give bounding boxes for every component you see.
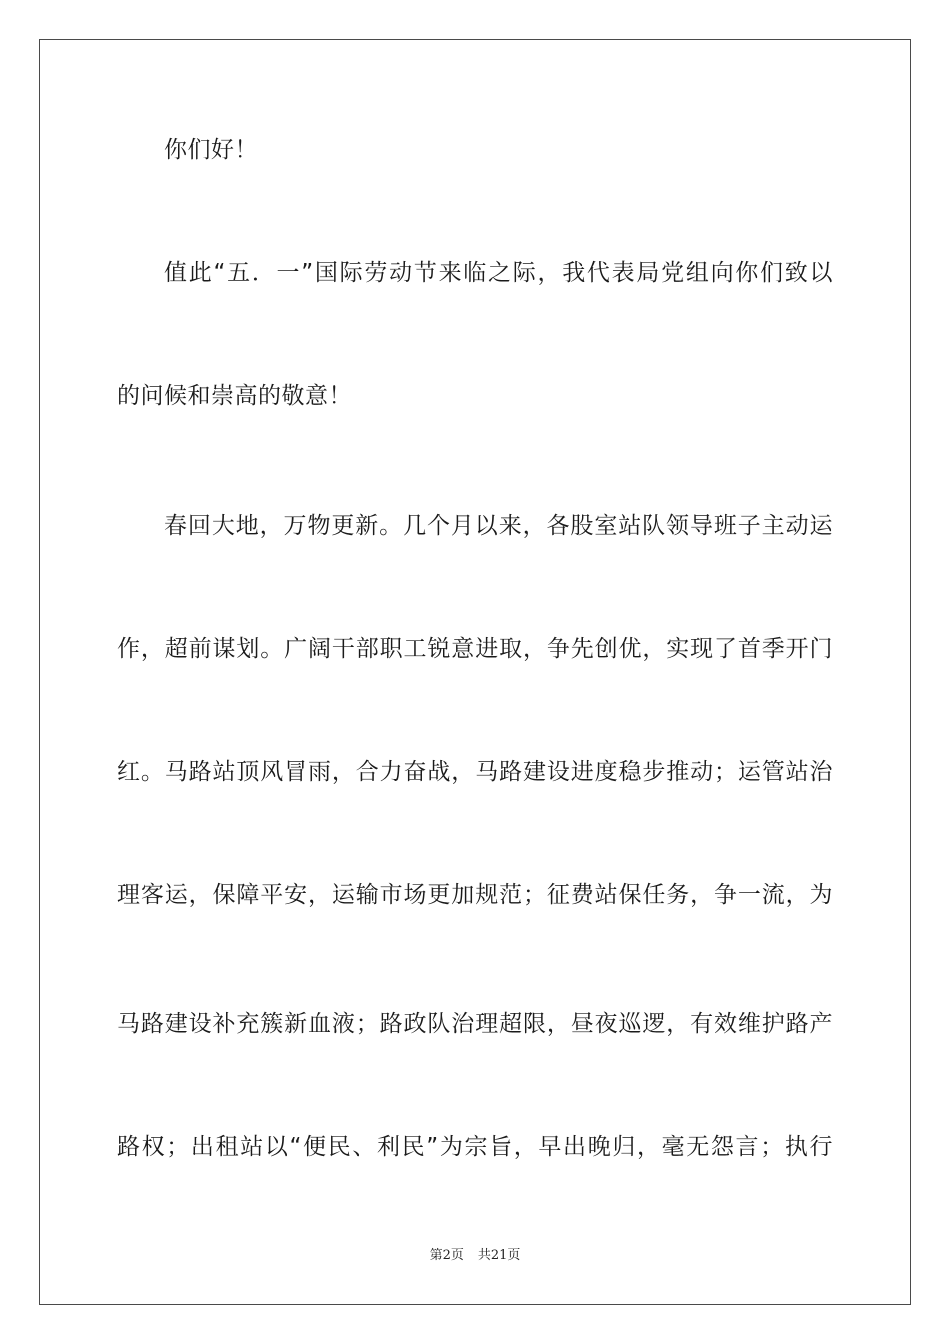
paragraph-line: 你们好！ (164, 137, 258, 163)
paragraph-line: 马路建设补充簇新血液；路政队治理超限，昼夜巡逻，有效维护路产 (117, 1011, 833, 1037)
paragraph-line: 春回大地，万物更新。几个月以来，各股室站队领导班子主动运 (164, 513, 833, 539)
page-footer (0, 1247, 950, 1265)
paragraph-line: 作，超前谋划。广阔干部职工锐意进取，争先创优，实现了首季开门 (117, 636, 833, 662)
paragraph-line: 值此“五．一”国际劳动节来临之际，我代表局党组向你们致以 (164, 260, 833, 286)
paragraph-line: 理客运，保障平安，运输市场更加规范；征费站保任务，争一流，为 (117, 882, 833, 908)
page-border (39, 39, 911, 1305)
page-number: 第2页 (429, 1248, 464, 1263)
paragraph-line: 路权；出租站以“便民、利民”为宗旨，早出晚归，毫无怨言；执行 (117, 1134, 833, 1160)
paragraph-line: 红。马路站顶风冒雨，合力奋战，马路建设进度稳步推动；运管站治 (117, 759, 833, 785)
paragraph-line: 的问候和崇高的敬意！ (117, 383, 352, 409)
page-total: 共21页 (477, 1248, 521, 1263)
